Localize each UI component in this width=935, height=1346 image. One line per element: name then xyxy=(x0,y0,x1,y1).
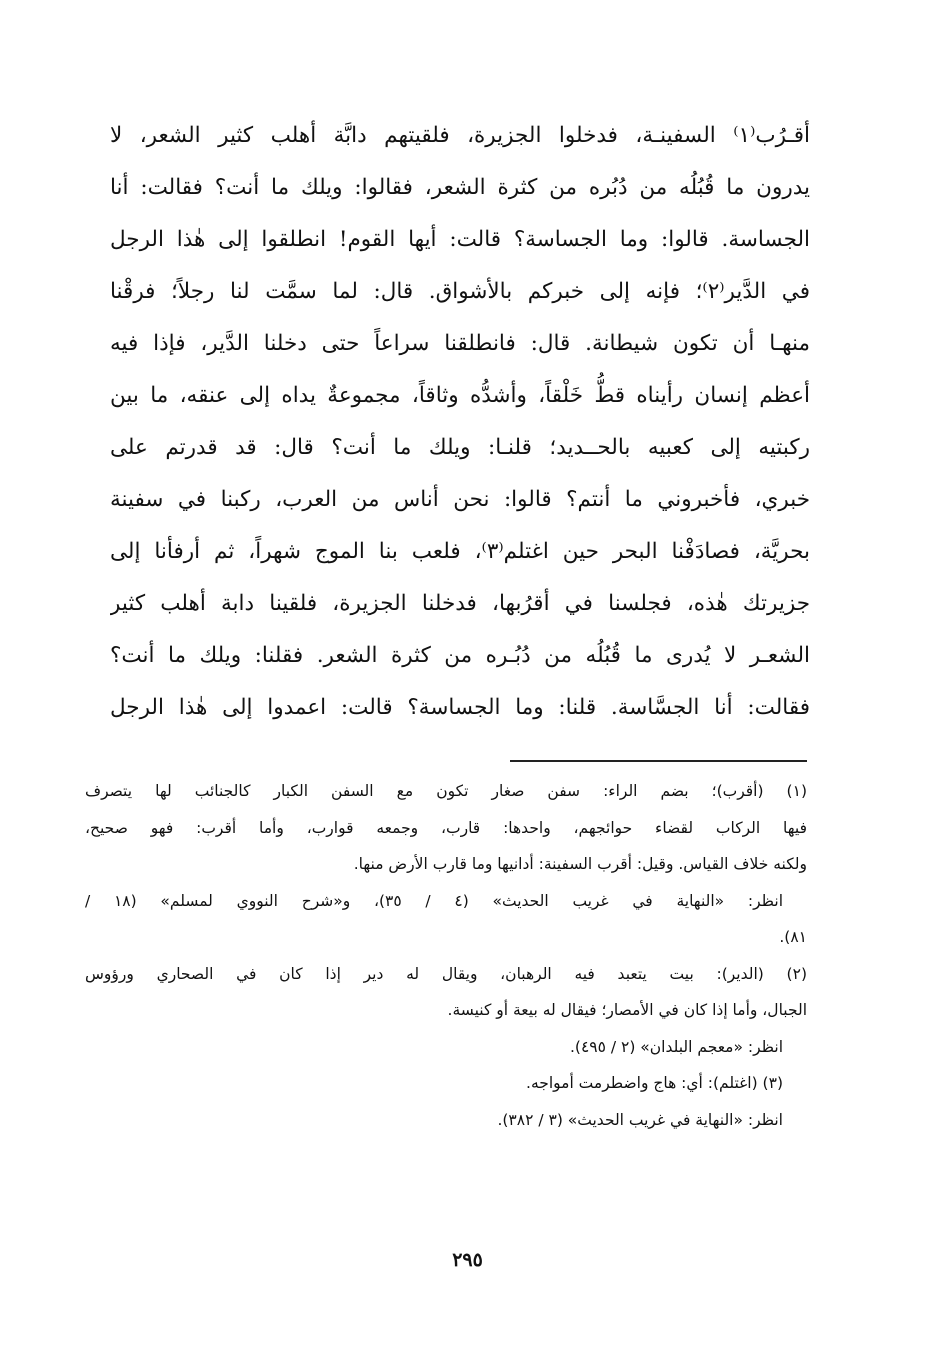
footnote-line: الجبال، وأما إذا كان في الأمصار؛ فيقال له بيعة أو كنيسة. xyxy=(447,1001,807,1019)
main-text xyxy=(110,110,810,734)
main-text-line: جزيرتك هٰذه، فجلسنا في أقرُبها، فدخلنا الجزيرة، فلقينا دابة أهلب كثير xyxy=(110,591,810,616)
footnote-line: انظر: «النهاية في غريب الحديث» (٣ / ٣٨٢). xyxy=(497,1110,783,1129)
main-text-line: الشعـر لا يُدرى ما قُبُلُه من دُبُـره من كثرة الشعر. فقلنا: ويلك ما أنت؟ xyxy=(110,643,810,668)
footnote-line: (٣) (اغتلم): أي: هاج واضطرمت أمواجه. xyxy=(526,1074,783,1092)
footnote-line: فيها الركاب لقضاء حوائجهم، واحدها: قارب، وجمعه قوارب، وأما أقرب: فهو صحيح، xyxy=(85,818,807,837)
main-text-line: أقـرُب⁽١⁾ السفينـة، فدخلوا الجزيرة، فلقيتهم دابَّة أهلب كثير الشعر، لا xyxy=(110,123,810,148)
page-number: ٢٩٥ xyxy=(452,1249,483,1271)
footnotes xyxy=(85,773,807,1138)
footnote-line: ولكنه خلاف القياس. وقيل: أقرب السفينة: أدانيها وما قارب الأرض منها. xyxy=(353,855,807,873)
footnote-line: (١) (أقرب)؛ بضم الراء: سفن صغار تكون مع السفن الكبار كالجنائب لها يتصرف xyxy=(85,782,807,800)
main-text-line: الجساسة. قالوا: وما الجساسة؟ قالت: أيها القوم! انطلقوا إلى هٰذا الرجل xyxy=(110,227,810,252)
main-text-line: بحريَّة، فصادَفْنا البحر حين اغتلم⁽٣⁾، فلعب بنا الموج شهراً، ثم أرفأنا إلى xyxy=(110,539,810,564)
main-text-line: ركبتيه إلى كعبيه بالحــديد؛ قلنـا: ويلك ما أنت؟ قال: قد قدرتم على xyxy=(110,435,810,460)
footnote-line: انظر: «النهاية في غريب الحديث» (٤ / ٣٥)، و«شرح النووي لمسلم» (١٨ / xyxy=(85,891,784,910)
main-text-line: يدرون ما قُبُلُه من دُبُره من كثرة الشعر، فقالوا: ويلك ما أنت؟ فقالت: أنا xyxy=(110,175,810,200)
footnote-divider xyxy=(510,760,807,762)
main-text-line: أعظم إنسان رأيناه قطُّ خَلْقاً، وأشدُّه وثاقاً، مجموعةٌ يداه إلى عنقه، ما بين xyxy=(110,383,810,408)
footnote-line: (٢) (الدير): بيت يتعبد فيه الرهبان، ويقال له دير إذا كان في الصحاري ورؤوس xyxy=(85,964,807,983)
main-text-line: خبري، فأخبروني ما أنتم؟ قالوا: نحن أناس من العرب، ركبنا في سفينة xyxy=(110,487,810,512)
footnote-line: ٨١). xyxy=(779,928,807,946)
main-text-line: في الدَّير⁽٢⁾؛ فإنه إلى خبركم بالأشواق. قال: لما سمَّت لنا رجلاً؛ فرقْنا xyxy=(110,279,810,304)
main-text-line: منهـا أن تكون شيطانة. قال: فانطلقنا سراعاً حتى دخلنا الدَّير، فإذا فيه xyxy=(110,331,810,356)
footnote-line: انظر: «معجم البلدان» (٢ / ٤٩٥). xyxy=(569,1037,783,1056)
main-text-line: فقالت: أنا الجسَّاسة. قلنا: وما الجساسة؟ قالت: اعمدوا إلى هٰذا الرجل xyxy=(110,695,810,720)
